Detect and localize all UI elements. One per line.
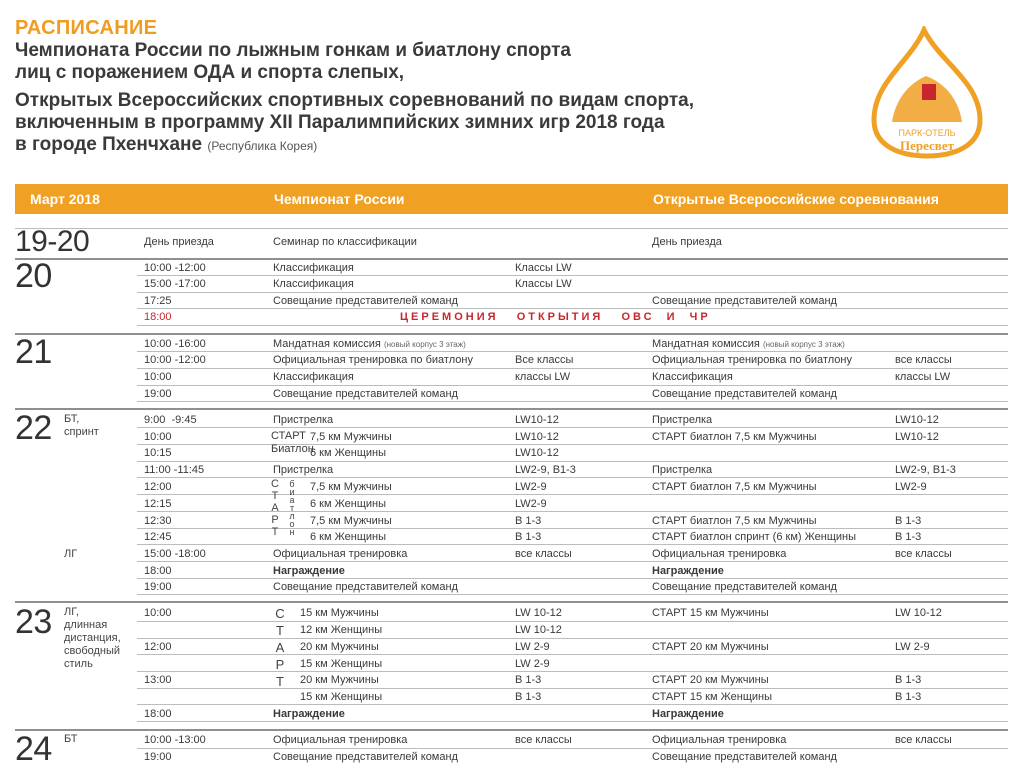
- logo-text-top: ПАРК-ОТЕЛЬ: [898, 128, 956, 138]
- title-line-2: лиц с поражением ОДА и спорта слепых,: [15, 62, 405, 83]
- row-class-championship: LW2-9, В1-3: [515, 464, 576, 476]
- row-time: 13:00: [144, 674, 172, 686]
- row-event-championship: Совещание представителей команд: [273, 751, 458, 763]
- vertical-biathlon-label: [285, 480, 299, 536]
- start-biathlon-label: СТАРТ Биатлон: [271, 430, 314, 455]
- row-event-open: День приезда: [652, 236, 722, 248]
- row-time: День приезда: [144, 236, 214, 248]
- row-time: 12:45: [144, 531, 172, 543]
- row-event-championship: 7,5 км Мужчины: [310, 515, 392, 527]
- row-time: 18:00: [144, 565, 172, 577]
- vertical-letter: Р: [275, 657, 285, 672]
- vertical-letter: А: [271, 502, 279, 514]
- vertical-letter: А: [275, 640, 285, 655]
- row-event-open: СТАРТ 15 км Мужчины: [652, 607, 769, 619]
- day-23-note: ЛГ, длинная дистанция, свободный стиль: [64, 606, 121, 670]
- row-time: 10:00: [144, 431, 172, 443]
- row-time: 10:00 -12:00: [144, 354, 206, 366]
- row-time: 9:00 -9:45: [144, 414, 197, 426]
- opening-ceremony-banner: ЦЕРЕМОНИЯ ОТКРЫТИЯ ОВС И ЧР: [400, 311, 711, 323]
- row-class-championship: В 1-3: [515, 531, 542, 543]
- row-class-open: LW2-9: [895, 481, 927, 493]
- row-class-open: все классы: [895, 734, 952, 746]
- row-time: 10:00: [144, 607, 172, 619]
- row-event-open: Совещание представителей команд: [652, 295, 837, 307]
- vertical-letter: а: [289, 495, 295, 505]
- row-event-championship: Награждение: [273, 708, 345, 720]
- vertical-letter: б: [289, 479, 295, 489]
- row-event-championship: 12 км Женщины: [300, 624, 383, 636]
- row-time: 19:00: [144, 751, 172, 763]
- row-class-championship: LW2-9: [515, 498, 547, 510]
- row-time: 10:00 -16:00: [144, 338, 206, 350]
- row-class-championship: LW 2-9: [515, 658, 550, 670]
- vertical-letter: т: [289, 503, 295, 513]
- row-event-open: Официальная тренировка: [652, 548, 787, 560]
- row-class-championship: LW2-9: [515, 481, 547, 493]
- row-time: 19:00: [144, 581, 172, 593]
- row-event-open: Совещание представителей команд: [652, 388, 837, 400]
- logo-shield-shape: [922, 84, 936, 100]
- row-event-championship: 6 км Женщины: [310, 531, 386, 543]
- row-class-championship: Классы LW: [515, 262, 572, 274]
- day-label-23: 23: [15, 603, 52, 641]
- vertical-letter: Т: [271, 490, 279, 502]
- row-event-championship: Совещание представителей команд: [273, 295, 458, 307]
- row-event-open: СТАРТ 20 км Мужчины: [652, 674, 769, 686]
- column-open: Открытые Всероссийские соревнования: [653, 191, 939, 207]
- row-time: 12:30: [144, 515, 172, 527]
- day-label-19-20: 19-20: [15, 225, 90, 258]
- row-time: 10:00 -12:00: [144, 262, 206, 274]
- row-class-championship: В 1-3: [515, 515, 542, 527]
- row-class-open: классы LW: [895, 371, 951, 383]
- row-class-open: LW 10-12: [895, 607, 942, 619]
- row-event-championship: Пристрелка: [273, 464, 334, 476]
- row-class-championship: LW 10-12: [515, 624, 562, 636]
- row-event-open: СТАРТ биатлон 7,5 км Мужчины: [652, 515, 817, 527]
- logo-text-bottom: Пересвет: [900, 138, 954, 153]
- row-event-championship: 20 км Мужчины: [300, 641, 379, 653]
- row-event-championship: Классификация: [273, 262, 354, 274]
- vertical-start-label: [268, 478, 282, 538]
- vertical-letter: Р: [271, 514, 279, 526]
- row-event-open: Официальная тренировка: [652, 734, 787, 746]
- row-event-championship: 15 км Женщины: [300, 691, 383, 703]
- row-time: 10:00: [144, 371, 172, 383]
- vertical-letter: о: [289, 519, 295, 529]
- row-event-open: Пристрелка: [652, 414, 713, 426]
- row-class-championship: LW10-12: [515, 431, 559, 443]
- day-label-22: 22: [15, 409, 52, 447]
- park-hotel-logo: [862, 26, 992, 166]
- row-class-championship: LW 2-9: [515, 641, 550, 653]
- row-class-championship: В 1-3: [515, 674, 542, 686]
- title-line-3: Открытых Всероссийских спортивных соревнований по видам спорта,: [15, 90, 694, 111]
- row-time: 12:00: [144, 481, 172, 493]
- row-class-open: LW10-12: [895, 414, 939, 426]
- row-event-text: Мандатная комиссия: [273, 338, 381, 350]
- row-event-championship: Пристрелка: [273, 414, 334, 426]
- vertical-letter: Т: [276, 674, 284, 689]
- row-class-open: В 1-3: [895, 674, 922, 686]
- row-class-championship: LW10-12: [515, 414, 559, 426]
- title-line-5-text: в городе Пхенчхане: [15, 134, 203, 155]
- column-date: Март 2018: [30, 191, 100, 207]
- row-class-open: LW10-12: [895, 431, 939, 443]
- row-class-open: В 1-3: [895, 515, 922, 527]
- row-event-championship: 15 км Мужчины: [300, 607, 379, 619]
- row-event-championship: Классификация: [273, 278, 354, 290]
- row-class-championship: все классы: [515, 548, 572, 560]
- page-title: РАСПИСАНИЕ: [15, 17, 158, 39]
- vertical-letter: н: [289, 527, 295, 537]
- day-22-note: БТ, спринт: [64, 413, 99, 438]
- title-line-4: включенным в программу XII Паралимпийских зимних игр 2018 года: [15, 112, 665, 133]
- row-class-championship: LW10-12: [515, 447, 559, 459]
- row-event-open: [652, 337, 845, 352]
- day-24-note: БТ: [64, 733, 78, 745]
- vertical-letter: и: [289, 487, 295, 497]
- row-event-open: СТАРТ 15 км Женщины: [652, 691, 773, 703]
- row-class-open: LW 2-9: [895, 641, 930, 653]
- row-class-open: все классы: [895, 354, 952, 366]
- row-event-text: Мандатная комиссия: [652, 338, 760, 350]
- row-event-open: Награждение: [652, 565, 724, 577]
- row-event-location: (новый корпус 3 этаж): [383, 340, 466, 349]
- row-class-championship: классы LW: [515, 371, 571, 383]
- row-time: 19:00: [144, 388, 172, 400]
- row-event-open: СТАРТ биатлон спринт (6 км) Женщины: [652, 531, 857, 543]
- column-championship: Чемпионат России: [274, 191, 405, 207]
- row-event-championship: Совещание представителей команд: [273, 581, 458, 593]
- row-event-open: Совещание представителей команд: [652, 581, 837, 593]
- row-event-open: Совещание представителей команд: [652, 751, 837, 763]
- vertical-letter: С: [275, 606, 285, 621]
- row-class-open: LW2-9, В1-3: [895, 464, 956, 476]
- row-time: 18:00: [144, 311, 172, 323]
- row-event-championship: 7,5 км Мужчины: [310, 481, 392, 493]
- day-label-24: 24: [15, 730, 52, 768]
- row-event-championship: 6 км Женщины: [310, 498, 386, 510]
- row-event-championship: 7,5 км Мужчины: [310, 431, 392, 443]
- vertical-start-label: [273, 605, 287, 690]
- row-class-open: В 1-3: [895, 691, 922, 703]
- row-event-open: Официальная тренировка по биатлону: [652, 354, 852, 366]
- row-time: 10:00 -13:00: [144, 734, 206, 746]
- row-class-championship: все классы: [515, 734, 572, 746]
- day-label-20: 20: [15, 257, 52, 295]
- row-event-open: СТАРТ биатлон 7,5 км Мужчины: [652, 431, 817, 443]
- row-time: 11:00 -11:45: [144, 464, 205, 476]
- vertical-letter: Т: [276, 623, 284, 638]
- row-event-open: Классификация: [652, 371, 733, 383]
- row-time: 17:25: [144, 295, 172, 307]
- row-event-championship: Совещание представителей команд: [273, 388, 458, 400]
- vertical-letter: л: [289, 511, 295, 521]
- row-time: 12:00: [144, 641, 172, 653]
- row-time: 15:00 -17:00: [144, 278, 206, 290]
- row-event-championship: Награждение: [273, 565, 345, 577]
- column-header-bar: [15, 184, 1008, 214]
- schedule-header: [15, 16, 694, 157]
- row-class-championship: Все классы: [515, 354, 574, 366]
- row-event-championship: 20 км Мужчины: [300, 674, 379, 686]
- vertical-letter: С: [271, 478, 279, 490]
- day-label-21: 21: [15, 333, 52, 371]
- row-event-championship: 6 км Женщины: [310, 447, 386, 459]
- row-time: 12:15: [144, 498, 172, 510]
- row-class-championship: В 1-3: [515, 691, 542, 703]
- row-event-championship: Официальная тренировка: [273, 734, 408, 746]
- row-event-open: СТАРТ биатлон 7,5 км Мужчины: [652, 481, 817, 493]
- row-event-championship: Официальная тренировка: [273, 548, 408, 560]
- row-event-open: СТАРТ 20 км Мужчины: [652, 641, 769, 653]
- row-class-championship: LW 10-12: [515, 607, 562, 619]
- row-event-championship: Официальная тренировка по биатлону: [273, 354, 473, 366]
- row-time: 10:15: [144, 447, 172, 459]
- row-event-championship: [273, 337, 466, 352]
- row-event-championship: Классификация: [273, 371, 354, 383]
- row-class-open: В 1-3: [895, 531, 922, 543]
- title-line-5: [15, 134, 694, 157]
- row-class-championship: Классы LW: [515, 278, 572, 290]
- row-event-open: Пристрелка: [652, 464, 713, 476]
- vertical-letter: Т: [271, 526, 279, 538]
- row-time: 18:00: [144, 708, 172, 720]
- title-line-5-note: (Республика Корея): [207, 139, 318, 153]
- row-class-open: все классы: [895, 548, 952, 560]
- row-event-location: (новый корпус 3 этаж): [762, 340, 845, 349]
- row-event-open: Награждение: [652, 708, 724, 720]
- row-event-championship: Семинар по классификации: [273, 236, 417, 248]
- row-time: 15:00 -18:00: [144, 548, 206, 560]
- row-event-championship: 15 км Женщины: [300, 658, 383, 670]
- title-line-1: Чемпионата России по лыжным гонкам и биатлону спорта: [15, 40, 571, 61]
- day-22-subnote: ЛГ: [64, 548, 78, 560]
